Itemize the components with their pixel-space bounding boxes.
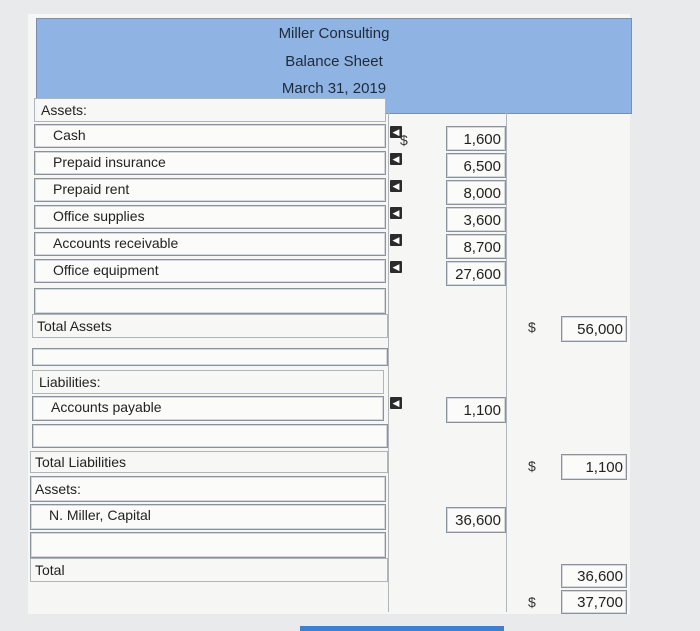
bottom-blue-bar <box>300 626 504 631</box>
amount-office-supplies[interactable]: 3,600 <box>446 207 506 232</box>
liabilities-blank-row-2[interactable] <box>32 424 388 448</box>
total-dollar-sign: $ <box>528 594 536 610</box>
asset-label-cash[interactable]: Cash <box>34 124 386 148</box>
dropdown-arrow-icon[interactable]: ◀ <box>390 397 402 409</box>
liability-label-accounts-payable[interactable]: Accounts payable <box>32 396 384 421</box>
amount-office-equipment[interactable]: 27,600 <box>446 261 506 286</box>
amount-accounts-payable[interactable]: 1,100 <box>446 397 506 423</box>
liabilities-heading: Liabilities: <box>32 370 384 394</box>
equity-label-capital[interactable]: N. Miller, Capital <box>30 504 386 530</box>
liabilities-blank-row[interactable] <box>32 348 388 366</box>
dropdown-arrow-icon[interactable]: ◀ <box>390 180 402 192</box>
dropdown-arrow-icon[interactable]: ◀ <box>390 153 402 165</box>
asset-blank-row[interactable] <box>34 288 386 314</box>
company-name: Miller Consulting <box>278 25 390 42</box>
amount-accounts-receivable[interactable]: 8,700 <box>446 234 506 259</box>
cash-dollar-sign: $ <box>400 132 408 148</box>
amount-capital[interactable]: 36,600 <box>446 507 506 533</box>
dropdown-arrow-icon[interactable]: ◀ <box>390 126 402 138</box>
amount-prepaid-insurance[interactable]: 6,500 <box>446 153 506 178</box>
statement-title: Balance Sheet <box>285 53 383 70</box>
total-assets-label: Total Assets <box>32 314 388 338</box>
total-upper-amount[interactable]: 36,600 <box>561 564 627 588</box>
dropdown-arrow-icon[interactable]: ◀ <box>390 234 402 246</box>
asset-label-prepaid-rent[interactable]: Prepaid rent <box>34 178 386 202</box>
equity-blank-row[interactable] <box>30 532 386 558</box>
dropdown-arrow-icon[interactable]: ◀ <box>390 207 402 219</box>
asset-label-prepaid-insurance[interactable]: Prepaid insurance <box>34 151 386 175</box>
total-assets-dollar-sign: $ <box>528 319 536 335</box>
total-liabilities-label: Total Liabilities <box>30 451 388 473</box>
asset-label-office-equipment[interactable]: Office equipment <box>34 259 386 283</box>
asset-label-office-supplies[interactable]: Office supplies <box>34 205 386 229</box>
asset-label-accounts-receivable[interactable]: Accounts receivable <box>34 232 386 256</box>
dropdown-arrow-icon[interactable]: ◀ <box>390 261 402 273</box>
assets-heading: Assets: <box>34 98 386 122</box>
total-liabilities-dollar-sign: $ <box>528 458 536 474</box>
total-assets-amount[interactable]: 56,000 <box>561 316 627 342</box>
total-amount[interactable]: 37,700 <box>561 590 627 614</box>
statement-date: March 31, 2019 <box>281 80 387 97</box>
amount-prepaid-rent[interactable]: 8,000 <box>446 180 506 205</box>
equity-heading[interactable]: Assets: <box>30 476 386 502</box>
amount-cash[interactable]: 1,600 <box>446 126 506 151</box>
total-liabilities-amount[interactable]: 1,100 <box>561 454 627 480</box>
balance-sheet <box>28 14 630 614</box>
total-label: Total <box>30 558 388 582</box>
